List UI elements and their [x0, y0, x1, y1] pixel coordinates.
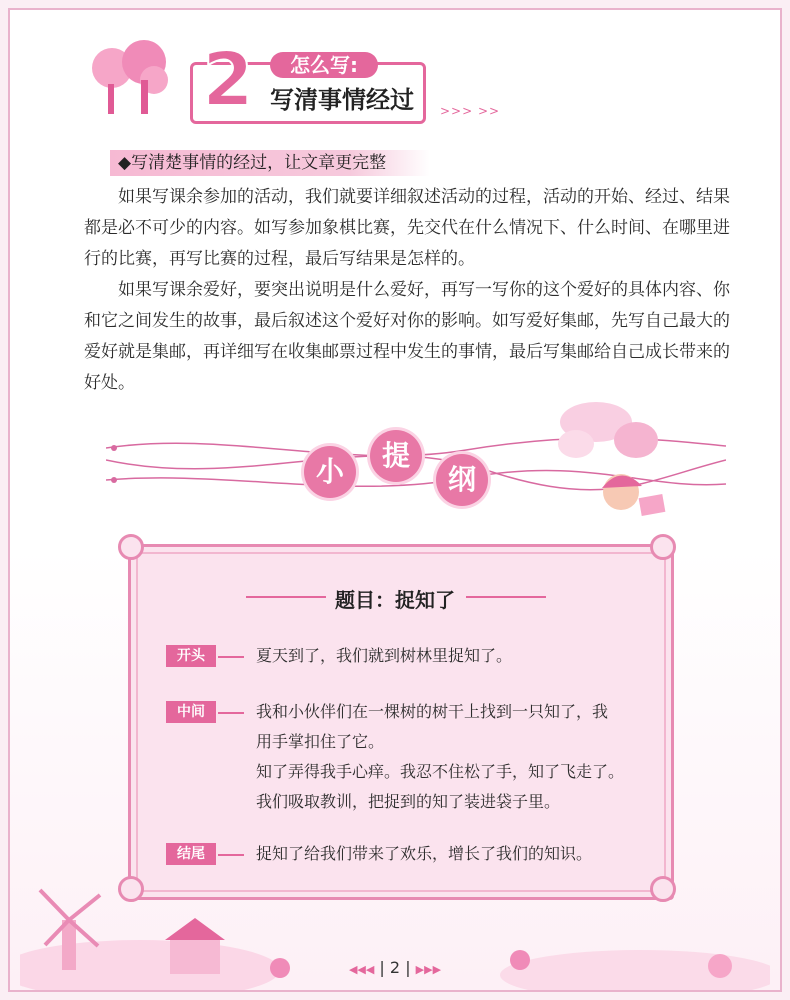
footer-divider: |: [379, 958, 390, 977]
footer-divider: |: [405, 958, 416, 977]
row-label-opening: 开头: [166, 645, 216, 667]
row-dash: [218, 656, 244, 658]
row-label-ending: 结尾: [166, 843, 216, 865]
paragraph: 如果写课余参加的活动，我们就要详细叙述活动的过程，活动的开始、经过、结果都是必不可少的内容。如写参加象棋比赛，先交代在什么情况下、什么时间、在哪里进行的比赛，再写比赛的过程，最后写结果是怎样的。: [84, 187, 730, 269]
row-label-middle: 中间: [166, 701, 216, 723]
row-line: 我们吸取教训，把捉到的知了装进袋子里。: [256, 792, 561, 811]
chapter-number: 2: [202, 37, 254, 123]
title-ornament-right: [466, 596, 546, 598]
chapter-pill-label: 怎么写:: [270, 52, 378, 78]
outline-title: 题目：捉知了: [335, 588, 455, 612]
header-arrows: >>> >>: [440, 104, 501, 118]
card-corner-ornament: [650, 534, 676, 560]
row-dash: [218, 854, 244, 856]
row-text-ending: [256, 839, 656, 869]
body-text: [84, 182, 734, 399]
banner-char-2: 提: [370, 430, 422, 482]
pink-tree-icon: [86, 40, 176, 120]
row-line: 夏天到了，我们就到树林里捉知了。: [256, 646, 513, 665]
row-text-opening: [256, 641, 656, 671]
row-text-middle: [256, 697, 656, 817]
row-line: 捉知了给我们带来了欢乐，增长了我们的知识。: [256, 844, 593, 863]
banner-char-1: 小: [304, 446, 356, 498]
card-corner-ornament: [118, 534, 144, 560]
paragraph: 如果写课余爱好，要突出说明是什么爱好，再写一写你的这个爱好的具体内容、你和它之间发生的故事，最后叙述这个爱好对你的影响。如写爱好集邮，先写自己最大的爱好就是集邮，再详细写在收集邮票过程中发生的事情，最后写集邮给自己成长带来的好处。: [84, 280, 730, 393]
row-line: 用手掌扣住了它。: [256, 732, 385, 751]
row-line: 知了弄得我手心痒。我忍不住松了手，知了飞走了。: [256, 762, 625, 781]
chapter-subtitle: 写清事情经过: [270, 86, 414, 114]
banner-char-3: 纲: [436, 454, 488, 506]
footer-left-arrows: ◀◀◀: [348, 963, 375, 976]
page-number: 2: [389, 958, 401, 977]
row-line: 我和小伙伴们在一棵树的树干上找到一只知了，我: [256, 702, 609, 721]
row-dash: [218, 712, 244, 714]
page-number-footer: [0, 958, 790, 977]
section-heading: ◆写清楚事情的经过，让文章更完整: [110, 150, 430, 176]
footer-right-arrows: ▶▶▶: [415, 963, 442, 976]
